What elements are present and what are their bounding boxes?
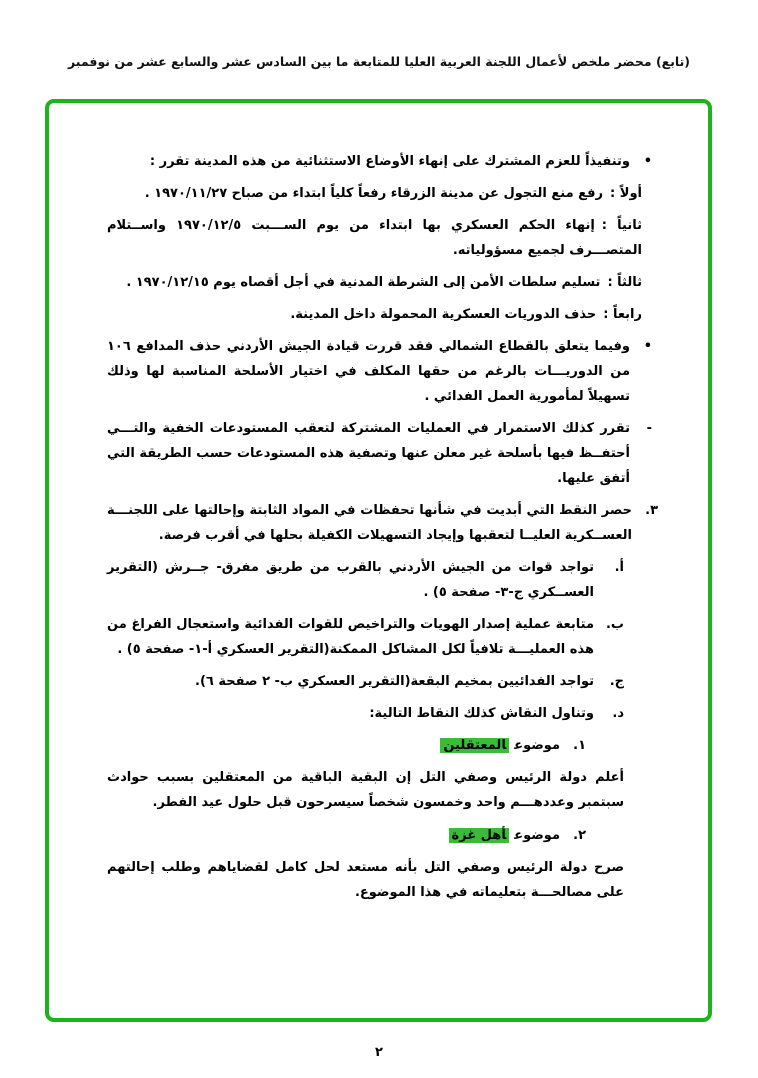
ordinal-text: حذف الدوريات العسكرية المحمولة داخل المدينة.	[290, 307, 597, 322]
sub-item-dal	[107, 701, 658, 726]
ordinal-label: أولاً :	[610, 186, 642, 201]
decision-item-third	[107, 270, 658, 295]
sub-item-text: وتناول النقاش كذلك النقاط التالية:	[369, 706, 594, 721]
decisions-intro-text: وتنفيذاً للعزم المشترك على إنهاء الأوضاع الاستثنائية من هذه المدينة تقرر :	[149, 154, 630, 169]
ordinal-label: ثالثاً :	[607, 275, 642, 290]
point-number: ٢.	[573, 828, 586, 843]
sub-item-text: متابعة عملية إصدار الهويات والتراخيص للقوات الفدائية واستعجال الفراغ من هذه العمليـــة تلافياً لكل المشاكل الممكنة(التقرير العسكري أ-١- صفحة ٥) .	[107, 617, 594, 657]
sub-item-baa	[107, 612, 658, 662]
bullet-icon: •	[643, 154, 652, 169]
ordinal-text: رفع منع التجول عن مدينة الزرقاء رفعاً كلياً ابتداء من صباح ١٩٧٠/١١/٢٧ .	[144, 186, 604, 201]
point-title-highlight: أهل غزة	[449, 828, 510, 843]
sub-item-label: أ.	[614, 560, 624, 575]
document-body	[49, 103, 708, 905]
discussion-point-1	[107, 733, 658, 758]
ordinal-label: ثانياً :	[601, 218, 642, 233]
point-title-highlight: المعتقلين	[440, 738, 509, 753]
point-title	[107, 823, 560, 848]
item-3-text: حصر النقط التي أبديت في شأنها تحفظات في المواد الثابتة وإحالتها على اللجنـــة العســكرية العليــا لتعقبها وإيجاد التسهيلات الكفيلة بحلها في أقرب فرصة.	[107, 503, 632, 543]
ordinal-text: تسليم سلطات الأمن إلى الشرطة المدنية في أجل أقصاه يوم ١٩٧٠/١٢/١٥ .	[126, 275, 601, 290]
point-title-prefix: موضوع	[514, 828, 560, 843]
sub-item-text: تواجد قوات من الجيش الأردني بالقرب من طريق مفرق- جــرش (التقرير العســكري ج-٣- صفحة ٥) .	[107, 560, 594, 600]
point-2-body: صرح دولة الرئيس وصفي التل بأنه مستعد لحل كامل لقضاياهم وطلب إحالتهم على مصالحـــة بتعليماته في هذا الموضوع.	[107, 860, 624, 900]
sub-item-jeem	[107, 669, 658, 694]
bullet-icon: •	[643, 339, 652, 354]
decision-item-second	[107, 213, 658, 263]
sub-item-text: تواجد الفدائيين بمخيم البقعة(التقرير العسكري ب- ٢ صفحة ٦).	[195, 674, 594, 689]
page-number: ٢	[375, 1045, 383, 1060]
discussion-point-2	[107, 823, 658, 848]
joint-operations-text: تقرر كذلك الاستمرار في العمليات المشتركة لتعقب المستودعات الخفية والتـــي أحتفــظ فيها بأسلحة غير معلن عنها وتصفية هذه المستودعات حسب الطريقة التي أتفق عليها.	[107, 421, 630, 486]
point-1-body: أعلم دولة الرئيس وصفي التل إن البقية الباقية من المعتقلين بسبب حوادث سبتمبر وعددهـــم واحد وخمسون شخصاً سيسرحون قبل حلول عيد الفطر.	[107, 770, 624, 810]
numbered-item-3	[107, 498, 658, 548]
page-header-title: (تابع) محضر ملخص لأعمال اللجنة العربية العليا للمتابعة ما بين السادس عشر والسابع عشر من نوفمبر	[68, 54, 690, 69]
sub-item-label: د.	[612, 706, 624, 721]
item-number: ٣.	[645, 503, 658, 518]
point-title-prefix: موضوع	[514, 738, 560, 753]
decision-item-first	[107, 181, 658, 206]
ordinal-label: رابعاً :	[603, 307, 642, 322]
sub-item-label: ب.	[605, 617, 624, 632]
content-border-box	[45, 99, 712, 1022]
northern-sector-row	[107, 334, 658, 409]
sub-item-alef	[107, 555, 658, 605]
northern-sector-text: وفيما يتعلق بالقطاع الشمالي فقد قررت قيادة الجيش الأردني حذف المدافع ١٠٦ من الدوريـــات بالرغم من حقها المكلف في اختيار الأسلحة المناسبة لها وذلك تسهيلاً لمأمورية العمل الفدائي .	[107, 339, 630, 404]
ordinal-text: إنهاء الحكم العسكري بها ابتداء من يوم الســـبت ١٩٧٠/١٢/٥ واســتلام المتصـــرف لجميع مسؤولياته.	[107, 218, 642, 258]
sub-item-label: ج.	[609, 674, 624, 689]
decision-item-fourth	[107, 302, 658, 327]
dash-icon: -	[646, 421, 652, 436]
joint-operations-row	[107, 416, 658, 491]
decisions-intro-row	[107, 149, 658, 174]
point-number: ١.	[573, 738, 586, 753]
point-title	[107, 733, 560, 758]
